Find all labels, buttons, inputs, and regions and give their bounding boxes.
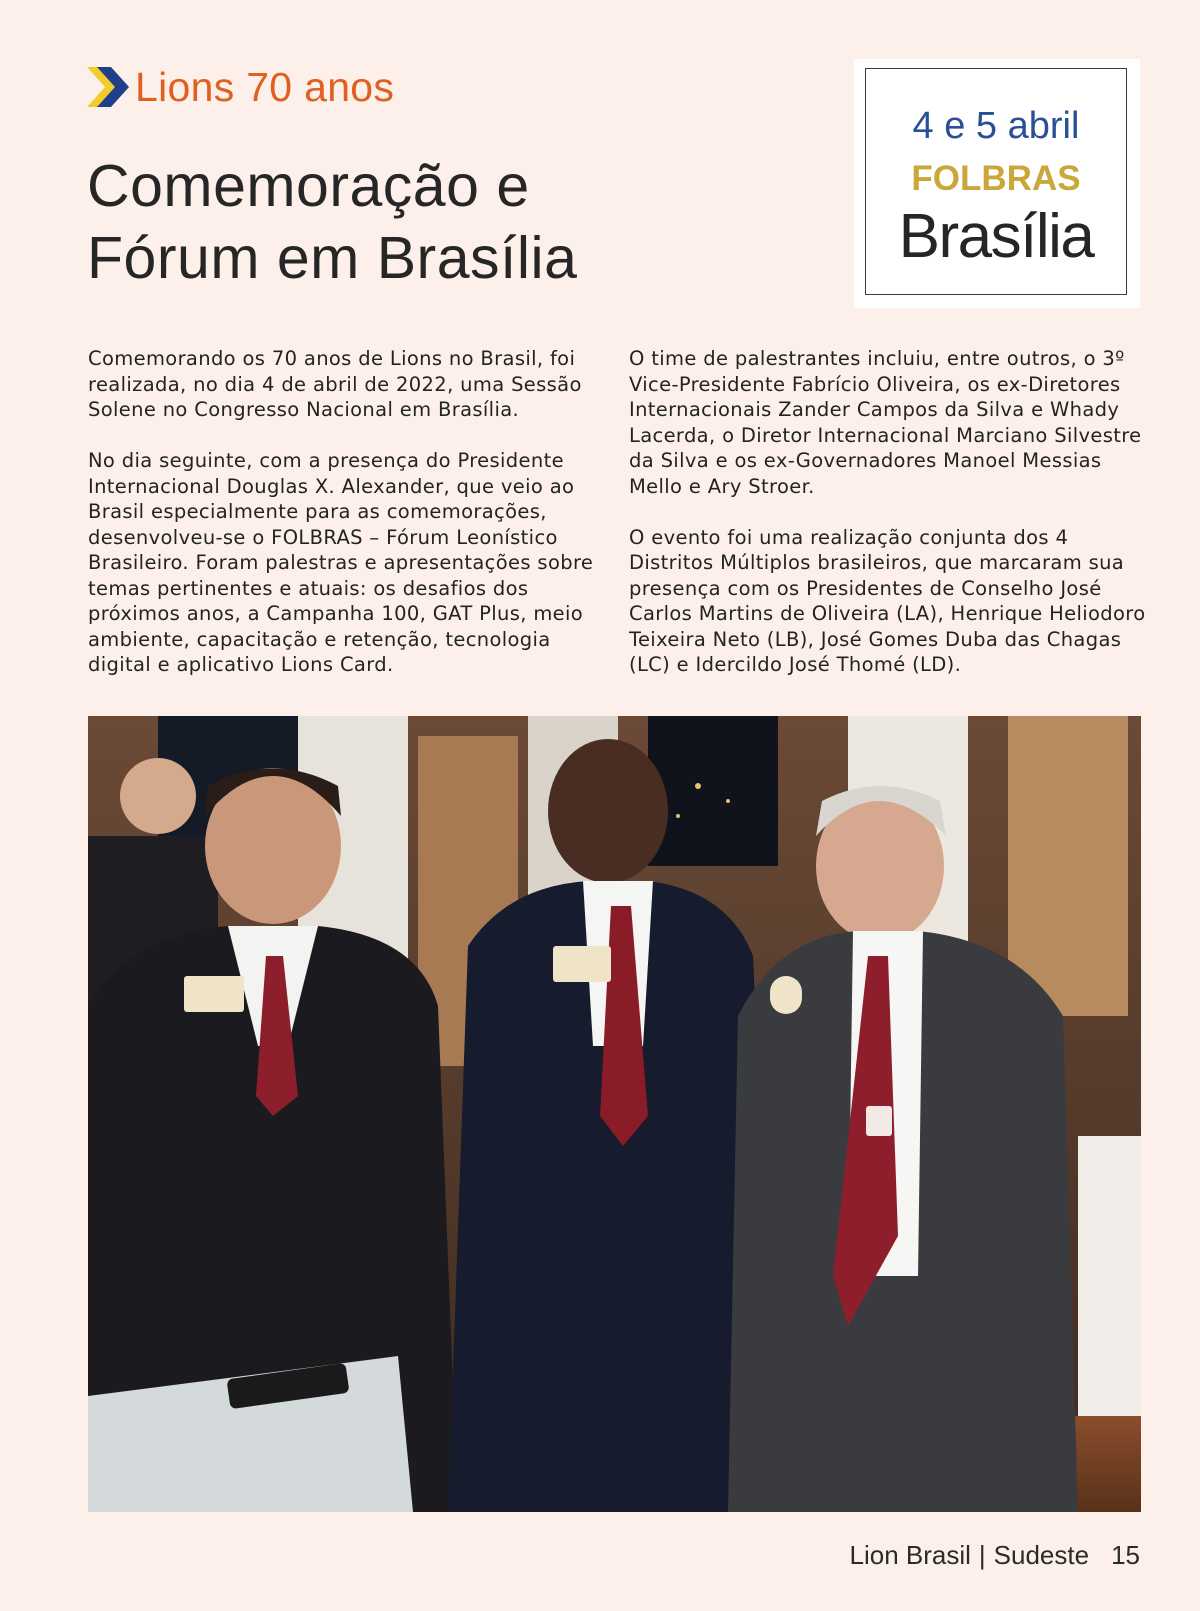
- event-city: Brasília: [898, 202, 1094, 271]
- page-footer: [850, 1540, 1141, 1571]
- paragraph: Comemorando os 70 anos de Lions no Brasil, foi realizada, no dia 4 de abril de 2022, uma Sessão Solene no Congresso Nacional em Brasília.: [88, 347, 582, 421]
- article-title-line-2: Fórum em Brasília: [87, 225, 578, 291]
- event-name: FOLBRAS: [911, 159, 1081, 198]
- publication-name: Lion Brasil: [849, 1540, 971, 1570]
- article-column-right: [629, 346, 1149, 703]
- chevron-arrow-icon: [87, 65, 129, 109]
- event-dates: 4 e 5 abril: [912, 105, 1080, 147]
- event-info-box: [854, 59, 1140, 308]
- paragraph: No dia seguinte, com a presença do Presidente Internacional Douglas X. Alexander, que veio ao Brasil especialmente para as comemorações, desenvolveu-se o FOLBRAS – Fórum Leonístico Brasileiro. Foram palestras e apresentações sobre temas pertinentes e atuais: os desafios dos próximos anos, a Campanha 100, GAT Plus, meio ambiente, capacitação e retenção, tecnologia digital e aplicativo Lions Card.: [88, 449, 594, 676]
- article-title: [87, 150, 727, 294]
- article-column-left: [88, 346, 598, 703]
- paragraph: O time de palestrantes incluiu, entre outros, o 3º Vice-Presidente Fabrício Oliveira, os ex-Diretores Internacionais Zander Campos da Silva e Whady Lacerda, o Diretor Internacional Marciano Silvestre da Silva e os ex-Governadores Manoel Messias Mello e Ary Stroer.: [629, 347, 1142, 498]
- footer-separator: |: [978, 1540, 986, 1570]
- page-number: 15: [1111, 1540, 1140, 1570]
- section-kicker: [87, 62, 394, 112]
- event-photo-illustration: [88, 716, 1141, 1512]
- publication-region: Sudeste: [993, 1540, 1090, 1570]
- event-photo: [88, 716, 1141, 1512]
- event-info-frame: [865, 68, 1127, 295]
- article-title-line-1: Comemoração e: [87, 153, 530, 219]
- paragraph: O evento foi uma realização conjunta dos 4 Distritos Múltiplos brasileiros, que marcaram sua presença com os Presidentes de Conselho José Carlos Martins de Oliveira (LA), Henrique Heliodoro Teixeira Neto (LB), José Gomes Duba das Chagas (LC) e Idercildo José Thomé (LD).: [629, 525, 1146, 676]
- section-kicker-text: Lions 70 anos: [135, 63, 395, 110]
